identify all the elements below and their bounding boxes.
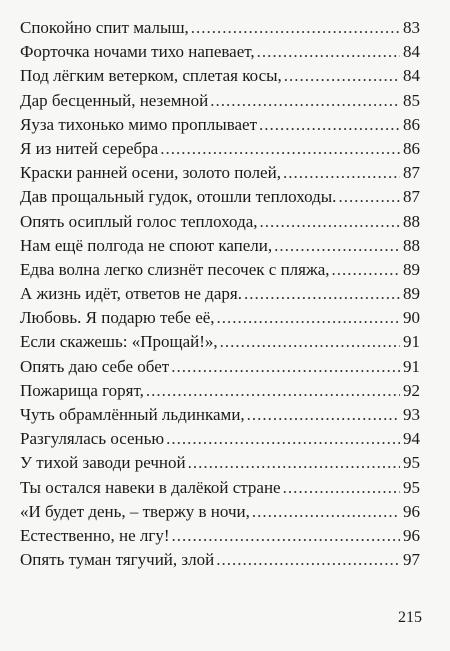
dot-leader bbox=[332, 258, 400, 282]
toc-entry bbox=[20, 379, 420, 403]
toc-entry-title: Едва волна легко слизнёт песочек с пляжа, bbox=[20, 259, 330, 279]
toc-entry-title: Форточка ночами тихо напевает, bbox=[20, 42, 255, 62]
toc-entry bbox=[20, 89, 420, 113]
toc-entry-page: 87 bbox=[403, 187, 420, 207]
toc-entry-page: 88 bbox=[403, 211, 420, 231]
toc-entry-page: 91 bbox=[403, 356, 420, 376]
toc-entry-title: «И будет день, – твержу в ночи, bbox=[20, 501, 250, 521]
dot-leader bbox=[257, 40, 400, 64]
toc-entry bbox=[20, 451, 420, 475]
toc-entry-page: 86 bbox=[403, 114, 420, 134]
toc-entry-page: 90 bbox=[403, 308, 420, 328]
table-of-contents bbox=[20, 16, 420, 572]
toc-entry bbox=[20, 403, 420, 427]
toc-entry bbox=[20, 282, 420, 306]
dot-leader bbox=[217, 306, 400, 330]
dot-leader bbox=[338, 185, 400, 209]
toc-entry-title: Пожарища горят, bbox=[20, 380, 144, 400]
toc-entry bbox=[20, 113, 420, 137]
dot-leader bbox=[259, 113, 400, 137]
toc-entry-title: Под лёгким ветерком, сплетая косы, bbox=[20, 66, 282, 86]
dot-leader bbox=[244, 282, 400, 306]
toc-entry-title: У тихой заводи речной bbox=[20, 453, 186, 473]
toc-entry-page: 92 bbox=[403, 380, 420, 400]
toc-entry bbox=[20, 64, 420, 88]
toc-entry-title: Опять осиплый голос теплохода, bbox=[20, 211, 258, 231]
dot-leader bbox=[283, 476, 400, 500]
dot-leader bbox=[284, 64, 400, 88]
toc-entry bbox=[20, 161, 420, 185]
toc-entry-title: Ты остался навеки в далёкой стране bbox=[20, 477, 281, 497]
toc-entry-page: 87 bbox=[403, 163, 420, 183]
toc-entry-page: 86 bbox=[403, 138, 420, 158]
toc-entry-page: 96 bbox=[403, 501, 420, 521]
toc-entry-page: 89 bbox=[403, 284, 420, 304]
toc-entry bbox=[20, 306, 420, 330]
dot-leader bbox=[274, 234, 400, 258]
toc-entry-page: 93 bbox=[403, 405, 420, 424]
dot-leader bbox=[191, 16, 400, 40]
toc-entry-title: Чуть обрамлённый льдинками, bbox=[20, 405, 245, 424]
toc-entry-title: Разгулялась осенью bbox=[20, 429, 165, 449]
toc-entry-title: А жизнь идёт, ответов не даря. bbox=[20, 284, 242, 304]
toc-entry bbox=[20, 500, 420, 524]
dot-leader bbox=[247, 403, 400, 427]
dot-leader bbox=[171, 524, 400, 548]
dot-leader bbox=[146, 379, 400, 403]
toc-entry-title: Нам ещё полгода не споют капели, bbox=[20, 235, 273, 255]
dot-leader bbox=[171, 355, 400, 379]
toc-entry-page: 95 bbox=[403, 453, 420, 473]
toc-entry bbox=[20, 210, 420, 234]
toc-entry-title: Опять туман тягучий, злой bbox=[20, 550, 215, 570]
toc-entry bbox=[20, 185, 420, 209]
toc-entry bbox=[20, 427, 420, 451]
toc-entry bbox=[20, 330, 420, 354]
toc-entry bbox=[20, 355, 420, 379]
toc-entry bbox=[20, 548, 420, 572]
toc-entry-title: Я из нитей серебра bbox=[20, 138, 159, 158]
dot-leader bbox=[188, 451, 400, 475]
toc-entry-page: 85 bbox=[403, 90, 420, 110]
dot-leader bbox=[160, 137, 400, 161]
toc-entry-page: 84 bbox=[403, 66, 420, 86]
toc-entry-page: 94 bbox=[403, 429, 420, 449]
toc-entry-page: 84 bbox=[403, 42, 420, 62]
toc-entry-page: 91 bbox=[403, 332, 420, 352]
dot-leader bbox=[220, 330, 400, 354]
dot-leader bbox=[210, 89, 400, 113]
toc-entry-page: 97 bbox=[403, 550, 420, 570]
toc-entry-title: Краски ранней осени, золото полей, bbox=[20, 163, 281, 183]
toc-entry-title: Естественно, не лгу! bbox=[20, 525, 170, 545]
toc-entry-title: Любовь. Я подарю тебе её, bbox=[20, 308, 215, 328]
page-number: 215 bbox=[398, 609, 422, 626]
toc-entry-title: Яуза тихонько мимо проплывает bbox=[20, 114, 258, 134]
toc-entry-page: 95 bbox=[403, 477, 420, 497]
toc-entry-page: 88 bbox=[403, 235, 420, 255]
toc-entry bbox=[20, 137, 420, 161]
dot-leader bbox=[283, 161, 400, 185]
toc-entry-title: Опять даю себе обет bbox=[20, 356, 170, 376]
toc-entry bbox=[20, 476, 420, 500]
toc-entry bbox=[20, 524, 420, 548]
toc-entry-page: 96 bbox=[403, 525, 420, 545]
toc-entry-title: Дав прощальный гудок, отошли теплоходы. bbox=[20, 187, 337, 207]
toc-entry-title: Дар бесценный, неземной bbox=[20, 90, 209, 110]
toc-entry-title: Если скажешь: «Прощай!», bbox=[20, 332, 218, 352]
toc-entry bbox=[20, 234, 420, 258]
toc-entry-page: 83 bbox=[403, 18, 420, 37]
dot-leader bbox=[216, 548, 400, 572]
toc-entry bbox=[20, 40, 420, 64]
dot-leader bbox=[252, 500, 400, 524]
dot-leader bbox=[166, 427, 400, 451]
toc-entry-title: Спокойно спит малыш, bbox=[20, 18, 189, 37]
toc-entry bbox=[20, 16, 420, 40]
toc-entry-page: 89 bbox=[403, 259, 420, 279]
dot-leader bbox=[260, 210, 400, 234]
toc-entry bbox=[20, 258, 420, 282]
